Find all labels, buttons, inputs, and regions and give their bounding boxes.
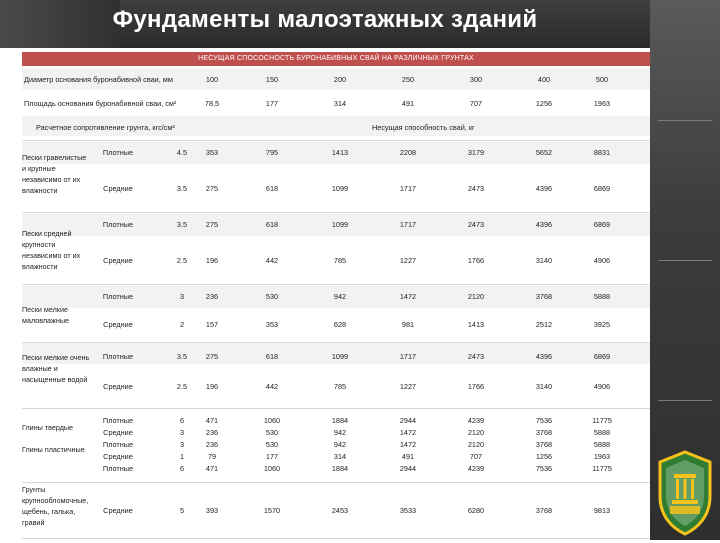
capacity-label: Несущая способность свай, кг (372, 123, 475, 132)
page-title: Фундаменты малоэтажных зданий (112, 6, 538, 33)
capacity-value: 4396 (535, 352, 553, 361)
density-label: Плотные (102, 148, 134, 157)
capacity-value: 3925 (593, 320, 611, 329)
table-header: НЕСУЩАЯ СПОСОСНОСТЬ БУРОНАБИВНЫХ СВАЙ НА РАЗЛИЧНЫХ ГРУНТАХ (22, 52, 650, 66)
soil-group-label: Пески гравелистые и крупные независимо от их влажности (22, 153, 87, 195)
row-divider (22, 482, 650, 483)
capacity-value: 8831 (593, 148, 611, 157)
capacity-value: 4906 (593, 256, 611, 265)
row-divider (22, 284, 650, 285)
capacity-value: 1717 (399, 184, 417, 193)
resistance-value: 6 (179, 464, 185, 473)
density-label: Плотные (102, 416, 134, 425)
density-label: Средние (103, 452, 133, 461)
capacity-value: 236 (205, 428, 219, 437)
capacity-value: 4396 (535, 184, 553, 193)
capacity-value: 618 (265, 220, 279, 229)
resistance-value: 2.5 (176, 256, 188, 265)
resistance-value: 2.5 (176, 382, 188, 391)
density-label: Средние (103, 320, 133, 329)
row-divider (22, 538, 650, 539)
resistance-value: 3.5 (176, 352, 188, 361)
shield-emblem-icon (652, 448, 718, 538)
capacity-value: 177 (265, 452, 279, 461)
area-value: 491 (401, 99, 415, 108)
decorative-line (658, 120, 712, 121)
capacity-value: 942 (333, 440, 347, 449)
area-value: 1256 (535, 99, 553, 108)
soil-group-label: Пески мелкие маловлажные (22, 305, 69, 325)
capacity-value: 2944 (399, 464, 417, 473)
capacity-value: 5888 (593, 292, 611, 301)
capacity-value: 1413 (467, 320, 485, 329)
capacity-value: 2512 (535, 320, 553, 329)
capacity-value: 3179 (467, 148, 485, 157)
capacity-value: 393 (205, 506, 219, 515)
capacity-value: 6869 (593, 184, 611, 193)
capacity-value: 6869 (593, 352, 611, 361)
soil-group-label: Грунты крупнообломочные, щебень, галька, гравий (22, 485, 89, 527)
capacity-value: 618 (265, 352, 279, 361)
capacity-value: 2453 (331, 506, 349, 515)
capacity-value: 1963 (593, 452, 611, 461)
pile-capacity-table (22, 52, 650, 540)
capacity-value: 3533 (399, 506, 417, 515)
capacity-value: 618 (265, 184, 279, 193)
capacity-value: 530 (265, 428, 279, 437)
capacity-value: 5888 (593, 440, 611, 449)
capacity-value: 2473 (467, 352, 485, 361)
capacity-value: 1060 (263, 416, 281, 425)
capacity-value: 530 (265, 440, 279, 449)
diameter-value: 400 (537, 75, 551, 84)
density-label: Плотные (102, 352, 134, 361)
row-divider (22, 408, 650, 409)
resistance-label: Расчетное сопротивление грунта, кгс/см² (36, 123, 175, 132)
capacity-value: 2473 (467, 220, 485, 229)
density-label: Плотные (102, 292, 134, 301)
capacity-value: 4239 (467, 416, 485, 425)
density-label: Средние (103, 428, 133, 437)
resistance-value: 2 (179, 320, 185, 329)
capacity-value: 1099 (331, 352, 349, 361)
density-label: Плотные (102, 440, 134, 449)
soil-group-label: Пески средней крупности независимо от их влажности (22, 229, 81, 271)
capacity-value: 1099 (331, 184, 349, 193)
diameter-value: 250 (401, 75, 415, 84)
capacity-value: 3140 (535, 382, 553, 391)
capacity-value: 1413 (331, 148, 349, 157)
capacity-value: 3768 (535, 440, 553, 449)
capacity-value: 6869 (593, 220, 611, 229)
capacity-value: 795 (265, 148, 279, 157)
title-bar (0, 0, 650, 48)
capacity-value: 1472 (399, 292, 417, 301)
capacity-value: 9813 (593, 506, 611, 515)
area-value: 1963 (593, 99, 611, 108)
capacity-value: 442 (265, 256, 279, 265)
capacity-value: 196 (205, 256, 219, 265)
capacity-value: 353 (205, 148, 219, 157)
capacity-value: 236 (205, 292, 219, 301)
resistance-value: 4.5 (176, 148, 188, 157)
area-value: 78,5 (204, 99, 220, 108)
capacity-value: 2473 (467, 184, 485, 193)
resistance-value: 6 (179, 416, 185, 425)
decorative-line (658, 260, 712, 261)
capacity-value: 275 (205, 352, 219, 361)
capacity-value: 236 (205, 440, 219, 449)
resistance-value: 1 (179, 452, 185, 461)
capacity-value: 471 (205, 464, 219, 473)
soil-group-label: Пески мелкие очень влажные и насыщенные водой (22, 353, 90, 384)
area-label: Площадь основания буронабивной сваи, см² (24, 99, 177, 108)
capacity-value: 353 (265, 320, 279, 329)
density-label: Средние (103, 184, 133, 193)
capacity-value: 1884 (331, 416, 349, 425)
capacity-value: 1766 (467, 256, 485, 265)
capacity-value: 1472 (399, 428, 417, 437)
row-divider (22, 342, 650, 343)
capacity-value: 157 (205, 320, 219, 329)
capacity-value: 1227 (399, 256, 417, 265)
soil-group-label: Глины твердые (22, 423, 74, 432)
capacity-value: 981 (401, 320, 415, 329)
capacity-value: 1099 (331, 220, 349, 229)
capacity-value: 275 (205, 220, 219, 229)
capacity-value: 1472 (399, 440, 417, 449)
capacity-value: 1570 (263, 506, 281, 515)
capacity-value: 628 (333, 320, 347, 329)
university-logo (652, 448, 718, 538)
area-value: 707 (469, 99, 483, 108)
capacity-value: 530 (265, 292, 279, 301)
row-divider (22, 212, 650, 213)
diameter-value: 100 (205, 75, 219, 84)
capacity-value: 4906 (593, 382, 611, 391)
diameter-value: 500 (595, 75, 609, 84)
row-divider (22, 140, 650, 141)
density-label: Средние (103, 382, 133, 391)
resistance-value: 5 (179, 506, 185, 515)
capacity-value: 785 (333, 256, 347, 265)
capacity-value: 5888 (593, 428, 611, 437)
area-value: 314 (333, 99, 347, 108)
capacity-value: 942 (333, 428, 347, 437)
decorative-line (658, 400, 712, 401)
capacity-value: 314 (333, 452, 347, 461)
capacity-value: 442 (265, 382, 279, 391)
resistance-value: 3 (179, 440, 185, 449)
capacity-value: 471 (205, 416, 219, 425)
capacity-value: 196 (205, 382, 219, 391)
capacity-value: 2120 (467, 440, 485, 449)
capacity-value: 1060 (263, 464, 281, 473)
capacity-value: 3140 (535, 256, 553, 265)
capacity-value: 4239 (467, 464, 485, 473)
soil-group-label: Глины пластичные (22, 445, 85, 454)
capacity-value: 2208 (399, 148, 417, 157)
resistance-value: 3 (179, 428, 185, 437)
resistance-value: 3 (179, 292, 185, 301)
capacity-value: 79 (207, 452, 217, 461)
capacity-value: 1717 (399, 352, 417, 361)
capacity-value: 1227 (399, 382, 417, 391)
capacity-value: 707 (469, 452, 483, 461)
capacity-value: 11775 (592, 464, 612, 473)
capacity-value: 3768 (535, 428, 553, 437)
capacity-value: 7536 (535, 416, 553, 425)
resistance-value: 3.5 (176, 220, 188, 229)
capacity-value: 7536 (535, 464, 553, 473)
capacity-value: 942 (333, 292, 347, 301)
density-label: Средние (103, 256, 133, 265)
density-label: Плотные (102, 464, 134, 473)
diameter-value: 150 (265, 75, 279, 84)
diameter-label: Диаметр основания буронабивной сваи, мм (24, 75, 173, 84)
capacity-value: 2944 (399, 416, 417, 425)
capacity-value: 491 (401, 452, 415, 461)
capacity-value: 1766 (467, 382, 485, 391)
capacity-value: 2120 (467, 292, 485, 301)
density-label: Плотные (102, 220, 134, 229)
capacity-value: 6280 (467, 506, 485, 515)
capacity-value: 4396 (535, 220, 553, 229)
density-label: Средние (103, 506, 133, 515)
capacity-value: 11775 (592, 416, 612, 425)
capacity-value: 1256 (535, 452, 553, 461)
resistance-value: 3.5 (176, 184, 188, 193)
capacity-value: 5652 (535, 148, 553, 157)
capacity-value: 3768 (535, 292, 553, 301)
capacity-value: 1717 (399, 220, 417, 229)
diameter-value: 200 (333, 75, 347, 84)
capacity-value: 3768 (535, 506, 553, 515)
diameter-value: 300 (469, 75, 483, 84)
area-value: 177 (265, 99, 279, 108)
capacity-value: 2120 (467, 428, 485, 437)
capacity-value: 1884 (331, 464, 349, 473)
capacity-value: 275 (205, 184, 219, 193)
capacity-value: 785 (333, 382, 347, 391)
